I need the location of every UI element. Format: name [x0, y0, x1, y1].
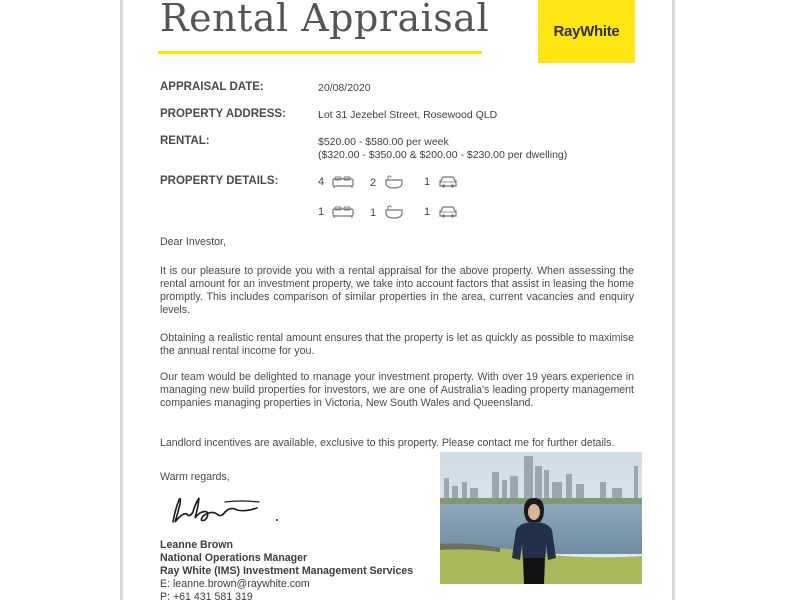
- signatory-phone: P: +61 431 581 319: [160, 591, 253, 603]
- title-underline: [158, 51, 482, 54]
- salutation: Dear Investor,: [160, 236, 226, 248]
- letter-paragraph-4: Landlord incentives are available, exclusive to this property. Please contact me for further details.: [160, 437, 615, 449]
- bathrooms: [370, 175, 404, 190]
- closing: Warm regards,: [160, 471, 230, 483]
- bedrooms-count: 4: [318, 176, 325, 188]
- signatory-company: Ray White (IMS) Investment Management Services: [160, 565, 414, 577]
- car-icon: [438, 205, 458, 219]
- appraisal-date-label: APPRAISAL DATE:: [160, 81, 264, 93]
- car-spaces: [424, 205, 458, 219]
- ray-white-logo: [538, 0, 635, 63]
- bathrooms: [370, 205, 404, 220]
- property-address-value: Lot 31 Jezebel Street, Rosewood QLD: [318, 109, 498, 121]
- car-icon: [438, 175, 458, 189]
- letter-paragraph-2: Obtaining a realistic rental amount ensures that the property is let as quickly as possible to maximise the annual rental income for you.: [160, 332, 634, 357]
- letter-paragraph-3: Our team would be delighted to manage your investment property. With over 19 years experience in managing new build properties for investors, we are one of Australia's leading property management companies managing properties in Victoria, New South Wales and Queensland.: [160, 371, 634, 409]
- agent-photo: [440, 452, 642, 584]
- car-spaces-count: 1: [424, 176, 431, 188]
- signatory-email: E: leanne.brown@raywhite.com: [160, 578, 310, 590]
- bathrooms-count: 2: [370, 176, 377, 189]
- handwritten-signature: [165, 490, 285, 530]
- page-title: Rental Appraisal: [160, 0, 490, 40]
- appraisal-date-value: 20/08/2020: [318, 82, 371, 94]
- property-address-label: PROPERTY ADDRESS:: [160, 108, 286, 120]
- signatory-name: Leanne Brown: [160, 539, 233, 551]
- property-details-label: PROPERTY DETAILS:: [160, 175, 279, 187]
- bath-icon: [384, 205, 404, 220]
- bed-icon: [332, 175, 354, 189]
- rental-label: RENTAL:: [160, 135, 210, 147]
- bedrooms: [318, 175, 354, 189]
- page-edge-left: [120, 0, 123, 600]
- bedrooms-count: 1: [318, 206, 325, 218]
- bed-icon: [332, 205, 354, 219]
- agent-photo-illustration: [440, 452, 642, 584]
- rental-value-weekly: $520.00 - $580.00 per week: [318, 136, 449, 148]
- letter-paragraph-1: It is our pleasure to provide you with a rental appraisal for the above property. When assessing the rental amount for an investment property, we take into account factors that assist in leasing the home promptly. This includes comparison of similar properties in the area, current vacancies and enquiry levels.: [160, 265, 634, 316]
- bath-icon: [384, 175, 404, 190]
- bathrooms-count: 1: [370, 206, 377, 219]
- page-edge-right: [672, 0, 675, 600]
- car-spaces-count: 1: [424, 206, 431, 218]
- rental-value-per-dwelling: ($320.00 - $350.00 & $200.00 - $230.00 per dwelling): [318, 149, 568, 161]
- logo-text: RayWhite: [553, 23, 620, 40]
- car-spaces: [424, 175, 458, 189]
- bedrooms: [318, 205, 354, 219]
- signatory-title: National Operations Manager: [160, 552, 308, 564]
